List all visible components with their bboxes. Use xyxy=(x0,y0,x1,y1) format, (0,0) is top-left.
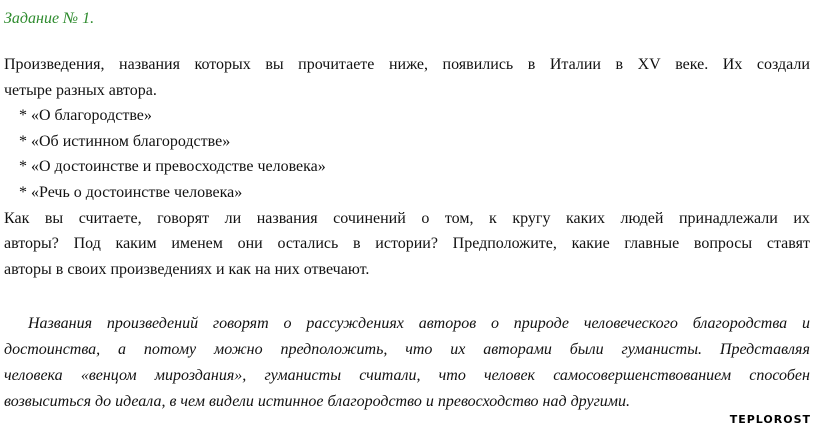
word: людей xyxy=(620,209,664,227)
word: в xyxy=(615,56,624,73)
word: предположить, xyxy=(280,341,388,358)
word: способен xyxy=(749,367,810,384)
word: Представляя xyxy=(719,341,810,358)
word: авторы? xyxy=(4,235,59,253)
word: кругу xyxy=(512,209,551,227)
word: авторов xyxy=(418,315,477,332)
task-title: Задание № 1. xyxy=(4,10,95,27)
site-watermark: TEPLOROST xyxy=(729,413,811,426)
word: том, xyxy=(444,209,474,227)
word: мироздания», xyxy=(154,367,247,384)
word: Произведения, xyxy=(4,56,105,73)
word: они xyxy=(237,235,263,253)
word: ставят xyxy=(766,235,810,253)
word: XV xyxy=(637,56,661,73)
word: о xyxy=(283,315,292,332)
word: считали, xyxy=(359,367,421,384)
word: человек xyxy=(483,367,536,384)
word: авторами xyxy=(483,341,552,358)
word: именем xyxy=(171,235,223,253)
word: Их xyxy=(722,56,743,73)
word: что xyxy=(405,341,433,358)
word: что xyxy=(438,367,466,384)
word: ниже, xyxy=(388,56,429,73)
word: достоинства, xyxy=(4,341,101,358)
list-item: * «Об истинном благородстве» xyxy=(19,132,231,150)
word: каких xyxy=(565,209,605,227)
justified-line xyxy=(4,363,810,389)
word: о xyxy=(421,209,430,227)
word: к xyxy=(489,209,497,227)
list-item: * «О достоинстве и превосходстве человека» xyxy=(19,158,326,176)
word: гуманисты xyxy=(264,367,342,384)
word: остались xyxy=(277,235,339,253)
question-block xyxy=(4,52,810,282)
justified-line xyxy=(4,311,810,337)
word: вы xyxy=(44,209,64,227)
word: в xyxy=(527,56,536,73)
word: появились xyxy=(442,56,514,73)
word: названия xyxy=(119,56,180,73)
word: и xyxy=(802,315,810,332)
word: «венцом xyxy=(80,367,137,384)
word: прочитаете xyxy=(298,56,375,73)
word: произведений xyxy=(106,315,199,332)
word: в xyxy=(353,235,361,253)
word: их xyxy=(450,341,466,358)
word: можно xyxy=(213,341,263,358)
word: говорят xyxy=(212,315,269,332)
word: истории? xyxy=(375,235,438,253)
word: благородства xyxy=(692,315,788,332)
word: природе xyxy=(513,315,569,332)
answer-block xyxy=(4,311,810,415)
word: говорят xyxy=(157,209,210,227)
works-list xyxy=(4,103,810,205)
word: которых xyxy=(194,56,251,73)
intro-line: четыре разных автора. xyxy=(4,81,157,99)
list-item: * «О благородстве» xyxy=(19,107,152,125)
word: Как xyxy=(4,209,30,227)
word: Предположите, xyxy=(452,235,557,253)
list-item: * «Речь о достоинстве человека» xyxy=(19,183,243,201)
word: о xyxy=(490,315,499,332)
word: сочинений xyxy=(333,209,406,227)
word: человеческого xyxy=(583,315,678,332)
word: каким xyxy=(115,235,157,253)
word: самосовершенствованием xyxy=(553,367,732,384)
word: веке. xyxy=(675,56,709,73)
word: потому xyxy=(143,341,197,358)
word: считаете, xyxy=(78,209,142,227)
word: были xyxy=(569,341,604,358)
word: Италии xyxy=(549,56,601,73)
word: создали xyxy=(756,56,810,73)
word: гуманисты. xyxy=(621,341,703,358)
word: названия xyxy=(256,209,318,227)
word: главные xyxy=(624,235,680,253)
word: Названия xyxy=(28,315,93,332)
justified-line xyxy=(4,52,810,78)
word: какие xyxy=(571,235,610,253)
word: человека xyxy=(4,367,63,384)
word: рассуждениях xyxy=(306,315,404,332)
justified-line xyxy=(4,231,810,257)
word: а xyxy=(118,341,127,358)
word: принадлежали xyxy=(678,209,778,227)
justified-line xyxy=(4,337,810,363)
word: их xyxy=(793,209,810,227)
word: вопросы xyxy=(693,235,753,253)
prompt-line: авторы в своих произведениях и как на них отвечают. xyxy=(4,260,370,278)
word: ли xyxy=(224,209,242,227)
word: Под xyxy=(73,235,101,253)
answer-last-line: возвыситься до идеала, в чем видели истинное благородство и превосходство над другими. xyxy=(4,393,631,410)
justified-line xyxy=(4,206,810,232)
word: вы xyxy=(265,56,284,73)
